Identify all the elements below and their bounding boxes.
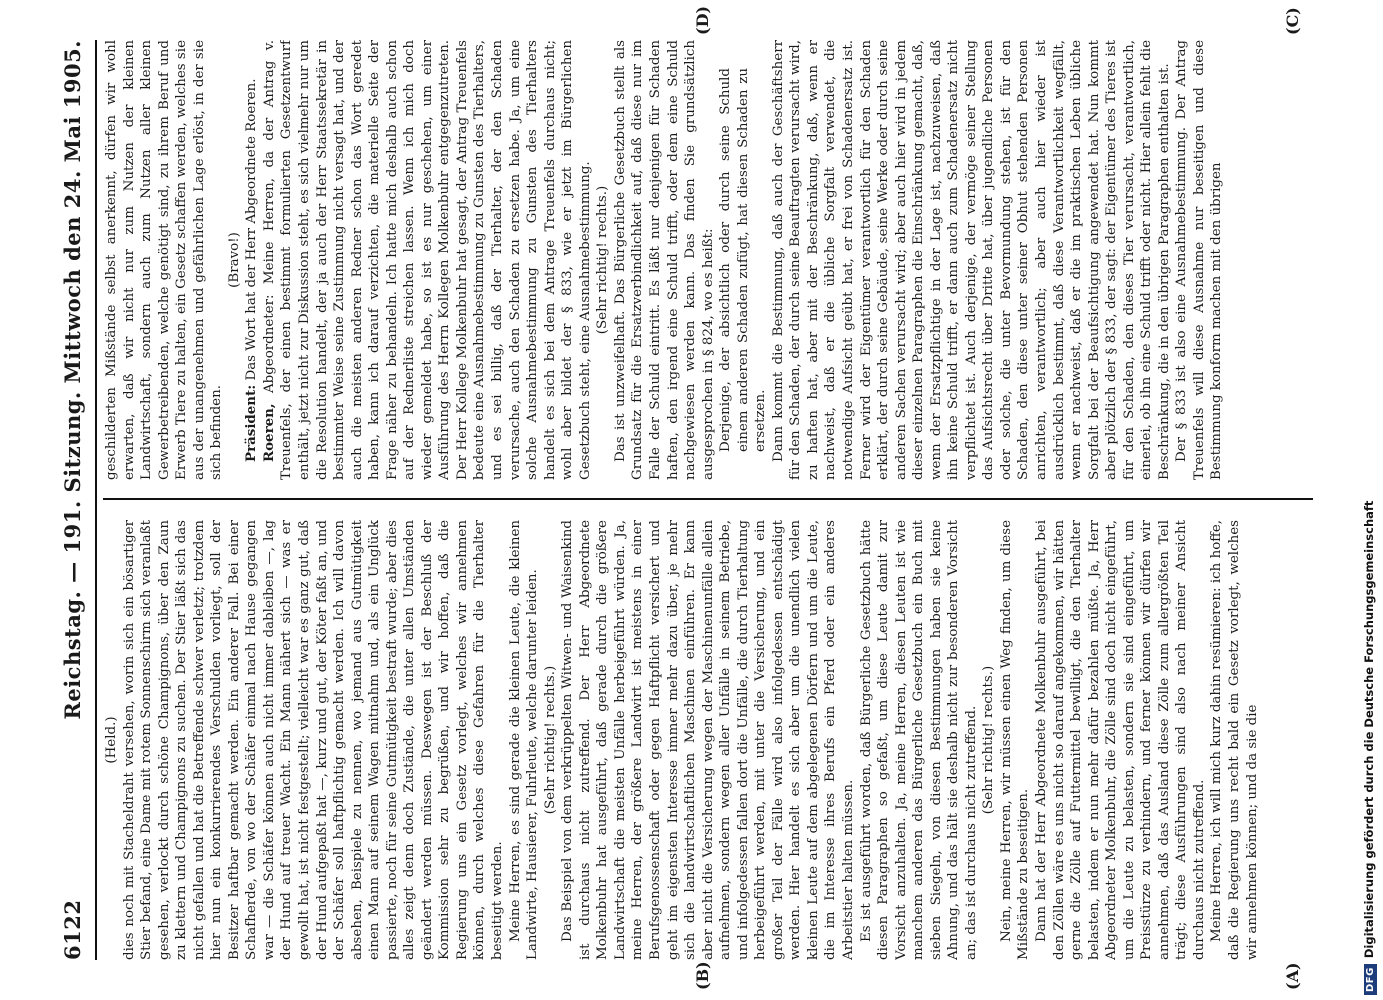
page-content: [103, 5, 1313, 990]
header-rule: [95, 40, 97, 960]
paragraph: Dann hat der Herr Abgeordnete Molkenbuhr ausgeführt, bei den Zöllen wäre es uns nicht so darauf angekommen, wir hätten gerne die Zölle auf Futtermittel bewilligt, die den Tierhalter belasten, indem er nun mehr dafür bezahlen müßte. Ja, Herr Abgeordneter Molkenbuhr, die Zölle sind doch nicht eingeführt, um die Leute zu belasten, sondern sie sind eingeführt, um Preisstürze zu verhindern, und ferner können wir dürfen wir annehmen, daß das Ausland diese Zölle zum allergrößten Teil trägt; diese Ausführungen sind also nach meiner Ansicht durchaus nicht zutreffend.: [1033, 520, 1207, 960]
paragraph: Der § 833 ist also eine Ausnahmebestimmung. Der Antrag Treuenfels will diese Ausnahme nur beseitigen und diese Bestimmung konform machen mit den übrigen: [1174, 40, 1225, 480]
speaker-continued: (Held.): [104, 716, 119, 764]
roeren-paragraph: [261, 40, 594, 480]
right-column: [103, 40, 1313, 480]
left-column: [103, 520, 1313, 960]
digitization-credit: [1362, 501, 1377, 995]
paragraph: Nein, meine Herren, wir müssen einen Weg finden, um diese Mißstände zu beseitigen.: [998, 520, 1032, 960]
president-paragraph: [243, 40, 261, 480]
margin-marker-a: (A): [1283, 962, 1302, 990]
president-label: Präsident:: [243, 384, 260, 462]
paragraph: geschilderten Mißstände selbst anerkennt, dürfen wir wohl erwarten, daß wir nicht nur zum Nutzen der kleinen Landwirtschaft, sondern auch zum Nutzen aller kleinen Gewerbetreibenden, welche genötigt sind, zu ihrem Beruf und Erwerb Tiere zu halten, ein Gesetz schaffen werden, welches sie aus der unangenehmen und gefährlichen Lage erlöst, in der sie sich befinden.: [104, 40, 225, 480]
interjection: (Bravo!): [226, 232, 242, 288]
column-divider: [103, 498, 1313, 500]
margin-marker-c: (C): [1283, 7, 1302, 35]
roeren-text: Abgeordneter: Meine Herren, da der Antrag v. Treuenfels, der einen bestimmt formulierten Gesetzentwurf enthält, jetzt nicht zur Diskussion steht, es sich vielmehr nur um die Resolution handelt, der ja auch der Herr Staatssekretär in bestimmter Weise seine Zustimmung nicht versagt hat, und der auch die meisten anderen Redner schon das Wort geredet haben, kann ich darauf verzichten, die materielle Seite der Frage näher zu behandeln. Ich hatte mich deshalb auch schon auf der Rednerliste streichen lassen. Wenn ich mich doch wieder gemeldet habe, so ist es nur geschehen, um einer Ausführung des Herrn Kollegen Molkenbuhr entgegenzutreten. Der Herr Kollege Molkenbuhr hat gesagt, der Antrag Treuenfels bedeute eine Ausnahmebestimmung zu Gunsten des Tierhalters, und es sei billig, daß der Tierhalter, der den Schaden verursache, auch den Schaden zu ersetzen habe. Ja, um eine solche Ausnahmebestimmung zu Gunsten des Tierhalters handelt es sich bei dem Antrage Treuenfels durchaus nicht; wohl aber bildet der § 833, wie er jetzt im Bürgerlichen Gesetzbuch steht, eine Ausnahmebestimmung.: [261, 40, 593, 480]
block-quote: Derjenige, der absichtlich oder durch seine Schuld einem anderen Schaden zufügt, hat diesen Schaden zu ersetzen.: [718, 68, 769, 452]
speaker-roeren: Roeren,: [260, 403, 277, 462]
interjection: (Sehr richtig! rechts.): [542, 665, 558, 815]
interjection: (Sehr richtig! rechts.): [595, 185, 611, 335]
paragraph: Das ist unzweifelhaft. Das Bürgerliche Gesetzbuch stellt als Grundsatz für die Ersatzverbindlichkeit auf, daß diese nur im Falle der Schuld eintritt. Es läßt nur denjenigen für Schaden haften, den irgend eine Schuld trifft, oder dem eine Schuld nachgewiesen werden kann. Das finden Sie grundsätzlich ausgesprochen in § 824, wo es heißt:: [612, 40, 716, 480]
page-header: [60, 40, 86, 960]
paragraph: Dann kommt die Bestimmung, daß auch der Geschäftsherr für den Schaden, der durch seine Beauftragten verursacht wird, zu haften hat, aber mit der Beschränkung, daß, wenn er nachweist, daß er die übliche Sorgfalt verwendet, die notwendige Aufsicht geübt hat, er frei von Schadenersatz ist. Ferner wird der Eigentümer verantwortlich für den Schaden erklärt, der durch seine Gebäude, seine Werke oder durch seine anderen Sachen verursacht wird; aber auch hier wird in jedem dieser einzelnen Paragraphen die Einschränkung gemacht, daß, wenn der Ersatzpflichtige in der Lage ist, nachzuweisen, daß ihn keine Schuld trifft, er dann auch zum Schadenersatz nicht verpflichtet ist. Auch derjenige, der vermöge seiner Stellung das Aufsichtsrecht über Dritte hat, über jugendliche Personen oder solche, die unter Bevormundung stehen, ist für den Schaden, den diese unter seiner Obhut stehenden Personen anrichten, verantwortlich; aber auch hier wieder ist ausdrücklich bestimmt, daß diese Verantwortlichkeit wegfällt, wenn er nachweist, daß er die im praktischen Leben übliche Sorgfalt bei der Beaufsichtigung angewendet hat. Nun kommt aber plötzlich der § 833, der sagt: der Eigentümer des Tieres ist für den Schaden, den dieses Tier verursacht, verantwortlich, einerlei, ob ihn eine Schuld trifft oder nicht. Hier allein fehlt die Beschränkung, die in den übrigen Paragraphen enthalten ist.: [770, 40, 1172, 480]
paragraph: Meine Herren, ich will mich kurz dahin resümieren: ich hoffe, daß die Regierung uns recht bald ein Gesetz vorlegt, welches wir annehmen können; und da sie die: [1209, 520, 1260, 960]
paragraph: dies noch mit Stacheldraht versehen, worin sich ein bösartiger Stier befand, eine Dame mit rotem Sonnenschirm sich veranlaßt gesehen, verlockt durch schöne Champignons, über den Zaun zu klettern und Champignons zu suchen. Der Stier läßt sich das nicht gefallen und hat die Betreffende schwer verletzt; trotzdem hier nun ein konkurrierendes Verschulden vorliegt, soll der Besitzer haftbar gemacht werden. Ein anderer Fall. Bei einer Schafherde, von wo der Schäfer einmal nach Hause gegangen war — die Schäfer können auch nicht immer dableiben —, lag der Hund auf treuer Wacht. Ein Mann nähert sich — was er gewollt hat, ist nicht festgestellt; vielleicht war es ganz gut, daß der Hund aufgepaßt hat —, kurz und gut, der Köter faßt an, und der Schäfer soll haftpflichtig gemacht werden. Ich will davon absehen, Beispiele zu nennen, wo jemand aus Gutmütigkeit einen Mann auf seinem Wagen mitnahm und, als ein Unglück passierte, noch für seine Gutmütigkeit bestraft wurde; aber dies alles zeigt denn doch Zustände, die unter allen Umständen geändert werden müssen. Deswegen ist der Beschluß der Kommission sehr zu begrüßen, und wir hoffen, daß die Regierung uns ein Gesetz vorlegt, welches wir annehmen können, durch welches diese Gefahren für die Tierhalter beseitigt werden.: [121, 520, 506, 960]
page-number: 6122: [60, 899, 85, 960]
paragraph: Es ist ausgeführt worden, daß Bürgerliche Gesetzbuch hätte diesen Paragraphen so gefaßt, um diese Leute damit zur Vorsicht anzuhalten. Ja, meine Herren, diesen Leuten ist wie manchem anderen das Bürgerliche Gesetzbuch ein Buch mit sieben Siegeln, von diesen Bestimmungen haben sie keine Ahnung, und das hält sie deshalb nicht zur besonderen Vorsicht an; das ist durchaus nicht zutreffend.: [858, 520, 979, 960]
margin-marker-d: (D): [693, 5, 712, 35]
president-text: Das Wort hat der Herr Abgeordnete Roeren.: [244, 78, 260, 381]
credit-text: Digitalisierung gefördert durch die Deutsche Forschungsgemeinschaft: [1362, 500, 1376, 959]
interjection: (Sehr richtig! rechts.): [981, 665, 997, 815]
paragraph: Meine Herren, es sind gerade die kleinen Leute, die kleinen Landwirte, Hausierer, Fuhrleute, welche darunter leiden.: [507, 520, 541, 960]
dfg-logo-icon: DFG: [1364, 964, 1377, 995]
paragraph: Das Beispiel von dem verkrüppelten Witwen- und Waisenkind ist durchaus nicht zutreffend. Der Herr Abgeordnete Molkenbuhr hat ausgeführt, daß gerade durch die größere Landwirtschaft die meisten Unfälle herbeigeführt würden. Ja, meine Herren, der größere Landwirt ist meistens in einer Berufsgenossenschaft oder gegen Haftpflicht versichert und geht im eigensten Interesse immer mehr dazu über, je mehr sich die landwirtschaftlichen Maschinen einführen. Er kann aber nicht die Versicherung wegen der Maschinenunfälle allein aufnehmen, sondern wegen aller Unfälle in seinem Betriebe, und infolgedessen fallen dort die Unfälle, die durch Tierhaltung herbeigeführt werden, mit unter die Versicherung, und ein großer Teil der Fälle wird also infolgedessen entschädigt werden. Hier handelt es sich aber um die unendlich vielen kleinen Leute auf dem abgelegenen Dörfern und um die Leute, die im Interesse ihres Berufs ein Pferd oder ein anderes Arbeitstier halten müssen.: [560, 520, 856, 960]
page-title: Reichstag. — 191. Sitzung. Mittwoch den 24. Mai 1905.: [60, 40, 85, 720]
margin-marker-b: (B): [693, 961, 712, 990]
